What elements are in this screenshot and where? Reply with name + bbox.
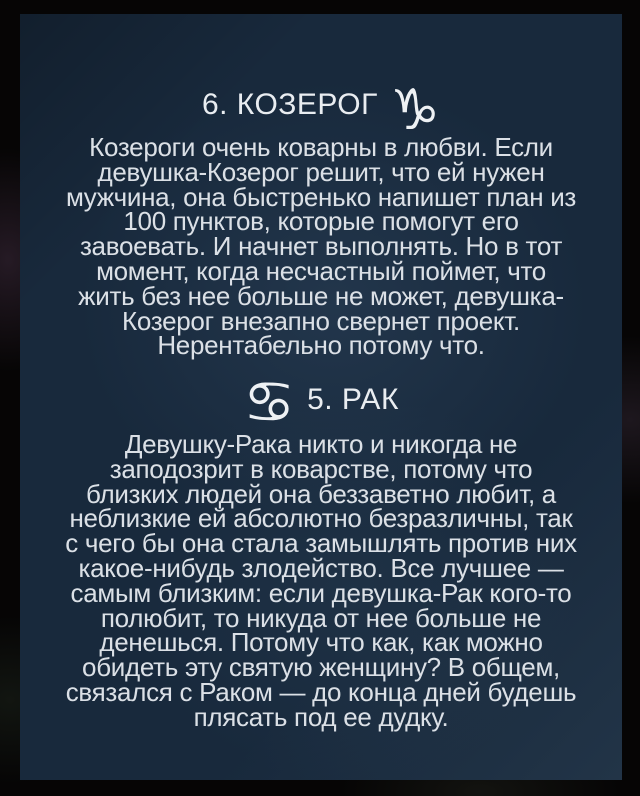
text-line: 100 пунктов, которые помогут его [123,206,519,237]
text-line: плясать под ее дудку. [193,701,449,732]
cancer-icon: ♋ [243,368,296,436]
text-line: жить без нее больше не может, девушка- [78,280,564,311]
text-line: Нерентабельно потому что. [157,330,485,361]
text-line: Козерог внезапно свернет проект. [122,305,520,336]
text-line: момент, когда несчастный поймет, что [96,255,546,286]
text-line: мужчина, она быстренько напишет план из [65,181,577,212]
text-line: полюбит, то никуда от нее больше не [100,602,542,633]
text-line: неблизкие ей абсолютно безразличны, так [69,503,573,534]
text-line: самым близким: если девушка-Рак кого-то [70,577,572,608]
text-line: девушка-Козерог решит, что ей нужен [97,156,545,187]
text-line: завоевать. И начнет выполнять. Но в тот [79,231,563,262]
capricorn-icon: ♑ [389,78,441,143]
text-line: связался с Раком — до конца дней будешь [65,676,577,707]
text-line: Девушку-Рака никто и никогда не [124,429,518,459]
capricorn-paragraph [20,132,622,361]
cancer-paragraph [20,429,622,732]
text-line: какое-нибудь злодейство. Все лучшее — [78,552,564,583]
capricorn-heading-label: 6. КОЗЕРОГ [201,88,378,121]
text-line: Козероги очень коварны в любви. Если [89,132,553,162]
text-line: заподозрит в коварстве, потому что [109,453,533,484]
text-line: денешься. Потому что как, как можно [99,627,543,658]
cancer-heading [20,368,622,436]
text-line: обидеть эту святую женщину? В общем, [82,652,560,683]
text-line: близких людей она беззаветно любит, а [86,478,556,509]
zodiac-text-panel [20,14,622,780]
cancer-heading-label: 5. РАК [307,383,399,416]
text-line: с чего бы она стала замышлять против них [65,528,577,559]
capricorn-heading [20,76,622,143]
